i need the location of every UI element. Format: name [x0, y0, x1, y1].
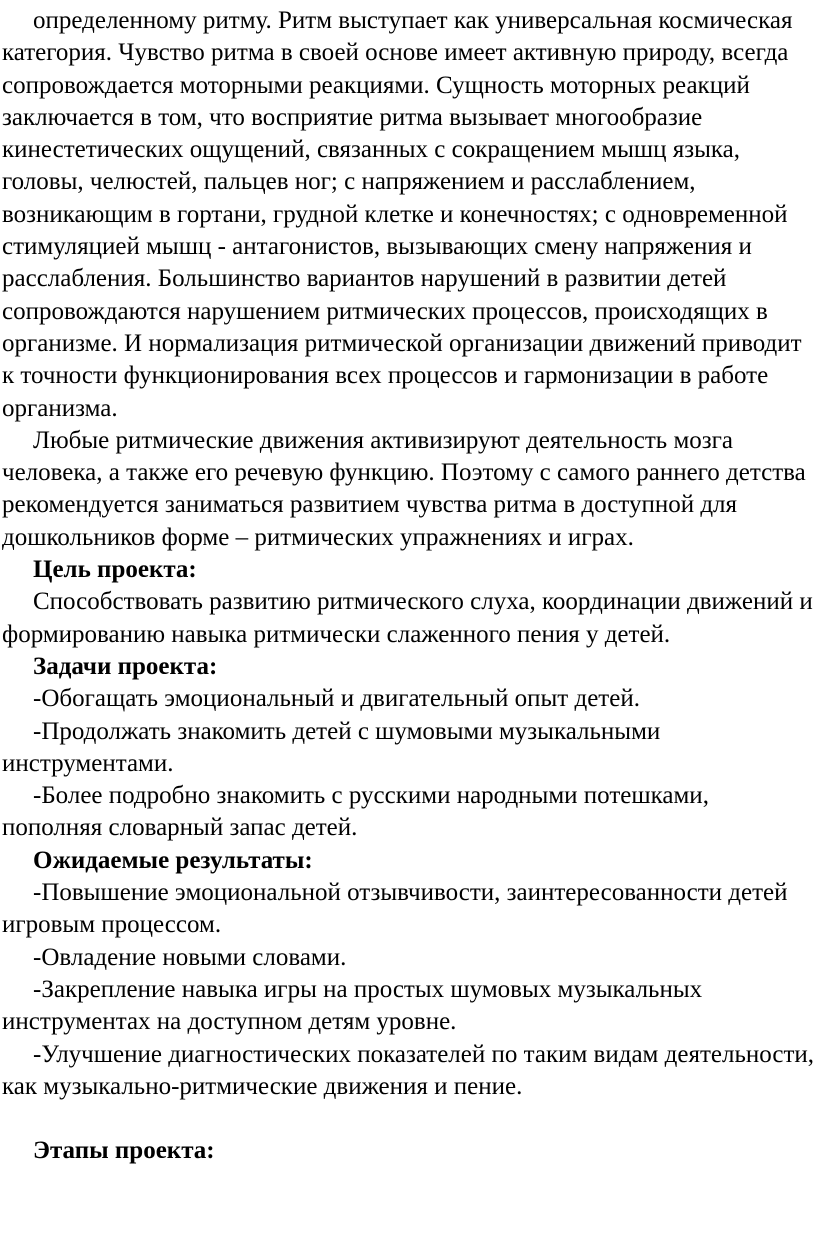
- intro-paragraph: определенному ритму. Ритм выступает как универсальная космическая категория. Чувство ритма в своей основе имеет активную природу, всегда сопровождается моторными реакциями. Сущность моторных реакций заключается в том, что восприятие ритма вызывает многообразие кинестетических ощущений, связанных с сокращением мышц языка, головы, челюстей, пальцев ног; с напряжением и расслаблением, возникающим в гортани, грудной клетке и конечностях; с одновременной стимуляцией мышц - антагонистов, вызывающих смену напряжения и расслабления. Большинство вариантов нарушений в развитии детей сопровождаются нарушением ритмических процессов, происходящих в организме. И нормализация ритмической организации движений приводит к точности функционирования всех процессов и гармонизации в работе организма.: [2, 7, 802, 422]
- blank-line: [2, 1103, 814, 1135]
- tasks-heading: Задачи проекта:: [33, 652, 218, 680]
- task-item: -Более подробно знакомить с русскими народными потешками, пополняя словарный запас детей.: [2, 782, 709, 842]
- task-item: -Обогащать эмоциональный и двигательный опыт детей.: [33, 685, 640, 713]
- stages-heading: Этапы проекта:: [33, 1137, 215, 1165]
- result-item: -Овладение новыми словами.: [33, 943, 347, 971]
- rhythm-activity-paragraph: Любые ритмические движения активизируют деятельность мозга человека, а также его речевую функцию. Поэтому с самого раннего детства рекомендуется заниматься развитием чувства ритма в доступной для дошкольников форме – ритмических упражнениях и играх.: [2, 426, 806, 551]
- result-item: -Повышение эмоциональной отзывчивости, заинтересованности детей игровым процессом.: [2, 879, 788, 939]
- task-item: -Продолжать знакомить детей с шумовыми музыкальными инструментами.: [2, 717, 661, 777]
- results-heading: Ожидаемые результаты:: [33, 846, 313, 874]
- document-page: [2, 5, 814, 1167]
- result-item: -Улучшение диагностических показателей по таким видам деятельности, как музыкально-ритмические движения и пение.: [2, 1040, 814, 1100]
- goal-heading: Цель проекта:: [33, 556, 197, 584]
- result-item: -Закрепление навыка игры на простых шумовых музыкальных инструментах на доступном детям уровне.: [2, 975, 703, 1036]
- goal-text: Способствовать развитию ритмического слуха, координации движений и формированию навыка ритмически слаженного пения у детей.: [2, 588, 813, 648]
